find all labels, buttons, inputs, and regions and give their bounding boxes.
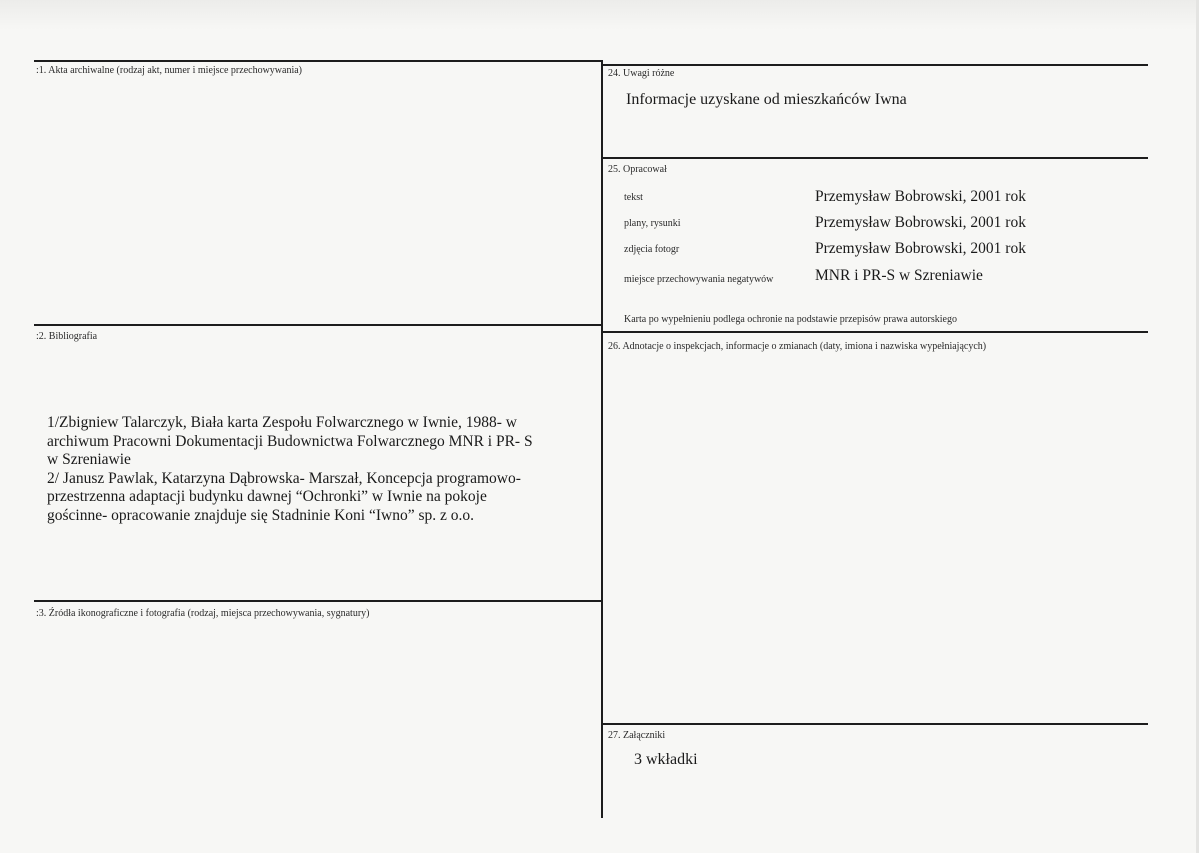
rule-top-left	[34, 60, 602, 62]
section-27-value: 3 wkładki	[634, 751, 698, 768]
bibliography-line: gościnne- opracowanie znajduje się Stadninie Koni “Iwno” sp. z o.o.	[47, 506, 474, 524]
scan-top-shadow	[0, 0, 1199, 30]
row-value-negatives: MNR i PR-S w Szreniawie	[815, 267, 983, 284]
bibliography-line: 1/Zbigniew Talarczyk, Biała karta Zespołu Folwarcznego w Iwnie, 1988- w	[47, 414, 517, 431]
row-label-plans: plany, rysunki	[624, 218, 681, 229]
section-24-label: 24. Uwagi różne	[608, 68, 675, 79]
bibliography-line: przestrzenna adaptacji budynku dawnej “Ochronki” w Iwnie na pokoje	[47, 488, 487, 505]
section-26-label: 26. Adnotacje o inspekcjach, informacje o zmianach (daty, imiona i nazwiska wypełniających)	[608, 341, 987, 352]
bibliography-text	[47, 414, 607, 525]
section-27-label: 27. Załączniki	[608, 730, 666, 741]
section-22-label: :2. Bibliografia	[36, 331, 98, 342]
section-24-value: Informacje uzyskane od mieszkańców Iwna	[626, 91, 907, 108]
row-value-photos: Przemysław Bobrowski, 2001 rok	[815, 240, 1026, 257]
row-value-text: Przemysław Bobrowski, 2001 rok	[815, 188, 1026, 205]
section-25-label: 25. Opracował	[608, 164, 667, 175]
rule-section-22	[34, 324, 602, 326]
copyright-note: Karta po wypełnieniu podlega ochronie na podstawie przepisów prawa autorskiego	[624, 314, 957, 325]
bibliography-line: w Szreniawie	[47, 451, 131, 468]
section-21-label: :1. Akta archiwalne (rodzaj akt, numer i miejsce przechowywania)	[36, 65, 303, 76]
bibliography-line: 2/ Janusz Pawlak, Katarzyna Dąbrowska- Marszał, Koncepcja programowo-	[47, 469, 521, 487]
row-label-text: tekst	[624, 192, 643, 203]
rule-section-26	[602, 331, 1148, 333]
rule-section-25	[602, 157, 1148, 159]
bibliography-line: archiwum Pracowni Dokumentacji Budownictwa Folwarcznego MNR i PR- S	[47, 432, 533, 450]
row-label-photos: zdjęcia fotogr	[624, 244, 680, 255]
section-23-label: :3. Źródła ikonograficzne i fotografia (rodzaj, miejsca przechowywania, sygnatury)	[36, 608, 370, 619]
row-label-negatives: miejsce przechowywania negatywów	[624, 274, 774, 285]
rule-section-27	[602, 723, 1148, 725]
row-value-plans: Przemysław Bobrowski, 2001 rok	[815, 214, 1026, 231]
rule-section-23	[34, 600, 602, 602]
rule-top-right	[602, 64, 1148, 66]
